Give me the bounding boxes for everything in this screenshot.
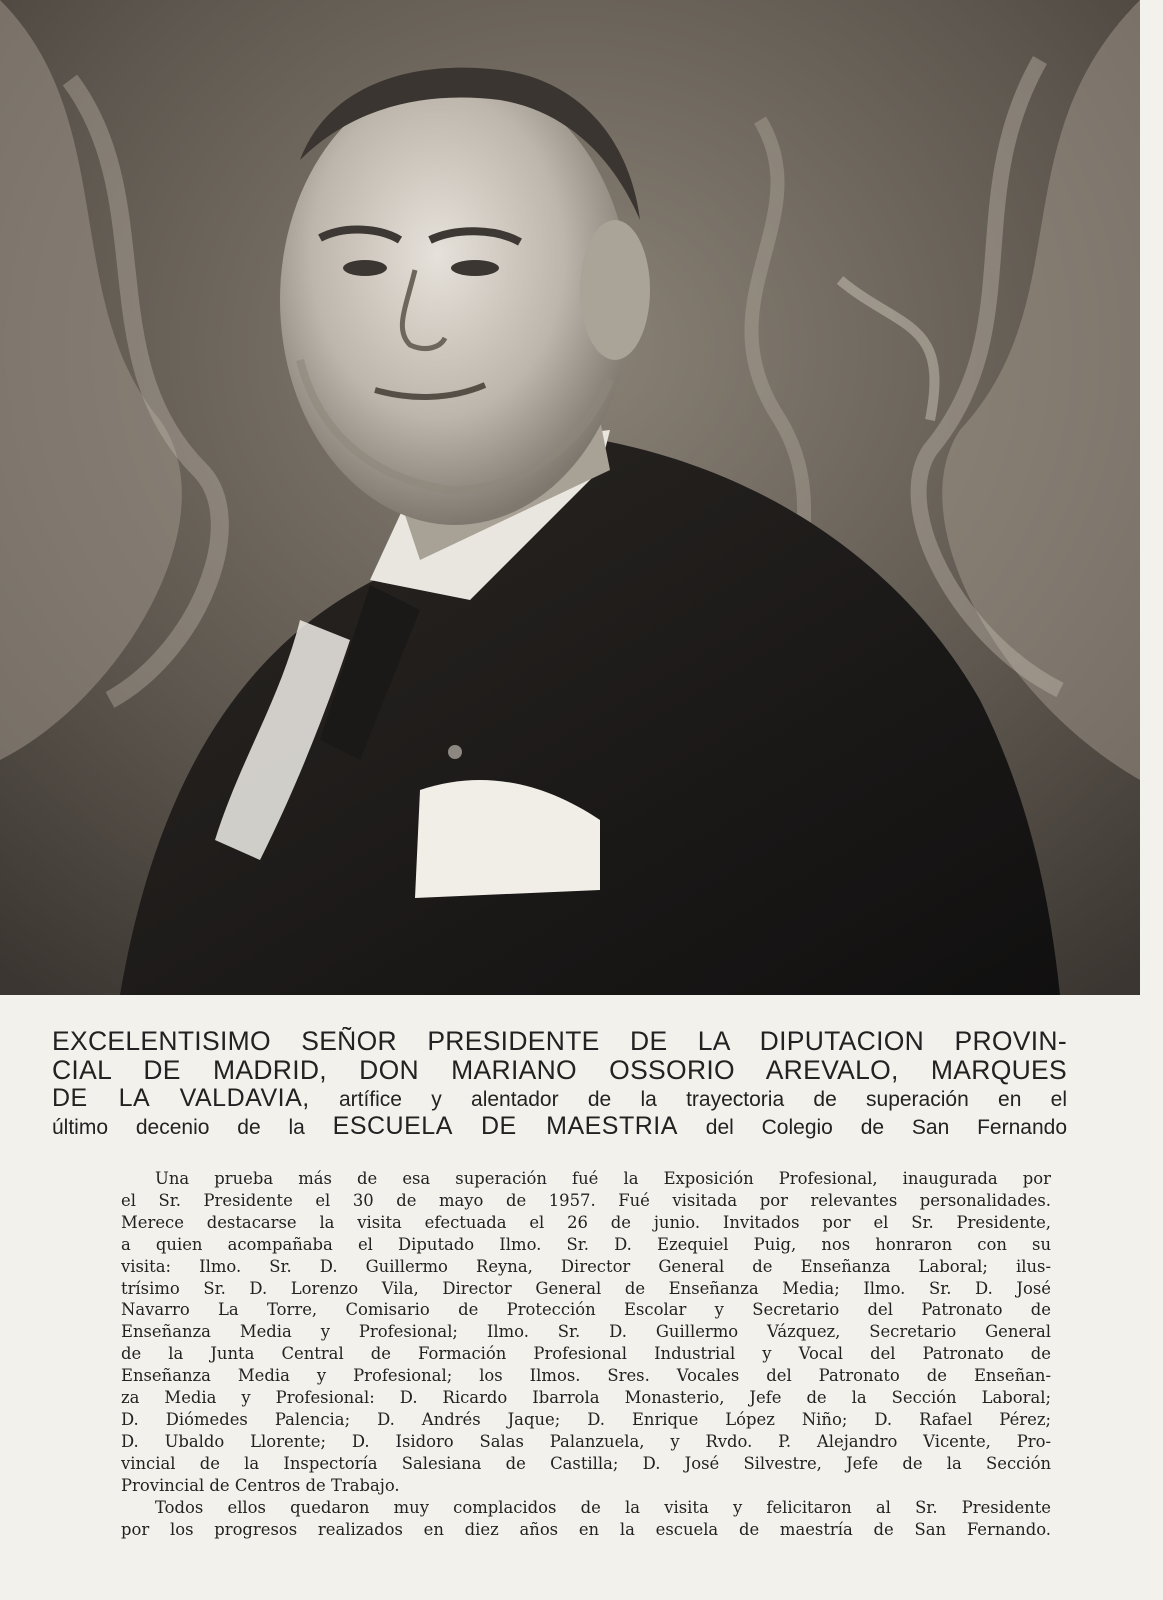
caption-caps: ESCUELA DE MAESTRIA — [332, 1113, 678, 1140]
body-line: Todos ellos quedaron muy complacidos de la visita y felicitaron al Sr. Presidente — [155, 1497, 1051, 1517]
body-line: Merece destacarse la visita efectuada el 26 de junio. Invitados por el Sr. Presidente, — [121, 1212, 1051, 1232]
caption-line — [52, 1113, 1067, 1141]
body-line: por los progresos realizados en diez años en la escuela de maestría de San Fernando. — [121, 1519, 1051, 1539]
body-line: D. Diómedes Palencia; D. Andrés Jaque; D. Enrique López Niño; D. Rafael Pérez; — [121, 1409, 1051, 1429]
body-line: trísimo Sr. D. Lorenzo Vila, Director General de Enseñanza Media; Ilmo. Sr. D. José — [121, 1278, 1051, 1298]
caption-line: EXCELENTISIMO SEÑOR PRESIDENTE DE LA DIPUTACION PROVIN- — [52, 1027, 1067, 1056]
body-line: Enseñanza Media y Profesional; los Ilmos. Sres. Vocales del Patronato de Enseñan- — [121, 1366, 1051, 1386]
body-line: visita: Ilmo. Sr. D. Guillermo Reyna, Director General de Enseñanza Laboral; ilus- — [121, 1256, 1051, 1276]
body-line: a quien acompañaba el Diputado Ilmo. Sr. D. Ezequiel Puig, nos honraron con su — [121, 1234, 1051, 1254]
body-line: el Sr. Presidente el 30 de mayo de 1957. Fué visitada por relevantes personalidades. — [121, 1190, 1051, 1210]
body-line: Enseñanza Media y Profesional; Ilmo. Sr. D. Guillermo Vázquez, Secretario General — [121, 1322, 1051, 1342]
caption-text: del Colegio de San Fernando — [677, 1116, 1067, 1139]
body-line: vincial de la Inspectoría Salesiana de Castilla; D. José Silvestre, Jefe de la Sección — [121, 1453, 1051, 1473]
caption-text: último decenio de la — [52, 1116, 333, 1139]
article-body — [121, 1168, 1051, 1540]
body-line: de la Junta Central de Formación Profesional Industrial y Vocal del Patronato de — [121, 1344, 1051, 1364]
caption-caps: DE LA VALDAVIA, — [52, 1085, 310, 1112]
body-line: D. Ubaldo Llorente; D. Isidoro Salas Palanzuela, y Rvdo. P. Alejandro Vicente, Pro- — [121, 1431, 1051, 1451]
photo-caption — [52, 1027, 1067, 1141]
body-line: Navarro La Torre, Comisario de Protección Escolar y Secretario del Patronato de — [121, 1300, 1051, 1320]
caption-line — [52, 1085, 1067, 1113]
body-line: Una prueba más de esa superación fué la Exposición Profesional, inaugurada por — [155, 1169, 1051, 1188]
caption-text: artífice y alentador de la trayectoria de superación en el — [309, 1088, 1067, 1111]
body-line: Provincial de Centros de Trabajo. — [121, 1475, 400, 1495]
body-line: za Media y Profesional: D. Ricardo Ibarrola Monasterio, Jefe de la Sección Laboral; — [121, 1388, 1051, 1408]
caption-line: CIAL DE MADRID, DON MARIANO OSSORIO AREVALO, MARQUES — [52, 1056, 1067, 1085]
